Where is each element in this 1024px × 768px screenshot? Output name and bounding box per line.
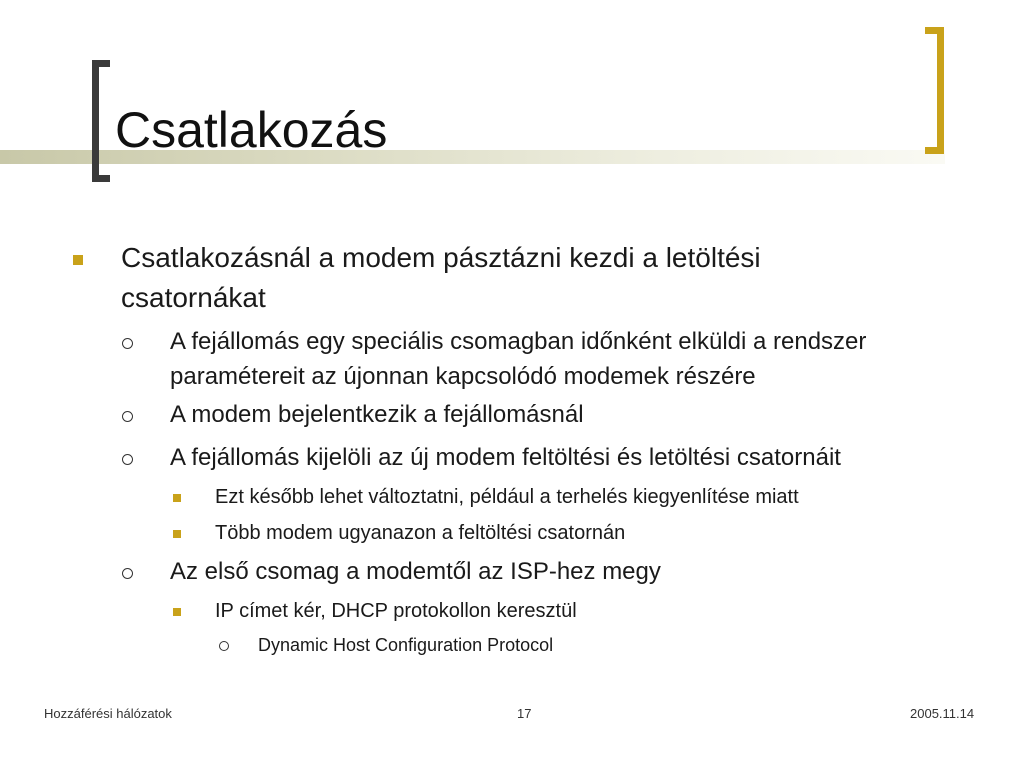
bullet-text-continued: csatornákat: [121, 282, 266, 313]
bullet-text-continued: paramétereit az újonnan kapcsolódó modemek részére: [170, 363, 756, 390]
bullet-text: Az első csomag a modemtől az ISP-hez megy: [170, 558, 661, 585]
bullet-text: Csatlakozásnál a modem pásztázni kezdi a letöltési: [121, 242, 761, 273]
bullet-text: Ezt később lehet változtatni, például a terhelés kiegyenlítése miatt: [215, 486, 799, 508]
circle-bullet-icon: [122, 454, 133, 465]
circle-bullet-icon: [122, 568, 133, 579]
footer-left-text: Hozzáférési hálózatok: [44, 706, 172, 721]
slide-number: 17: [517, 706, 532, 721]
square-bullet-icon: [73, 255, 83, 265]
square-bullet-icon: [173, 608, 181, 616]
left-bracket-decoration: [92, 60, 110, 182]
square-bullet-icon: [173, 530, 181, 538]
right-bracket-decoration: [925, 27, 944, 154]
bullet-text: A modem bejelentkezik a fejállomásnál: [170, 401, 584, 428]
square-bullet-icon: [173, 494, 181, 502]
bullet-text: Dynamic Host Configuration Protocol: [258, 635, 554, 655]
circle-bullet-icon: [219, 641, 229, 651]
circle-bullet-icon: [122, 411, 133, 422]
footer-date: 2005.11.14: [910, 706, 975, 721]
circle-bullet-icon: [122, 338, 133, 349]
bullet-text: A fejállomás kijelöli az új modem feltöltési és letöltési csatornáit: [170, 444, 841, 471]
bullet-text: Több modem ugyanazon a feltöltési csatornán: [215, 522, 626, 544]
bullet-text: IP címet kér, DHCP protokollon keresztül: [215, 600, 577, 622]
bullet-text: A fejállomás egy speciális csomagban időnként elküldi a rendszer: [170, 328, 867, 355]
slide-title: Csatlakozás: [115, 102, 388, 158]
